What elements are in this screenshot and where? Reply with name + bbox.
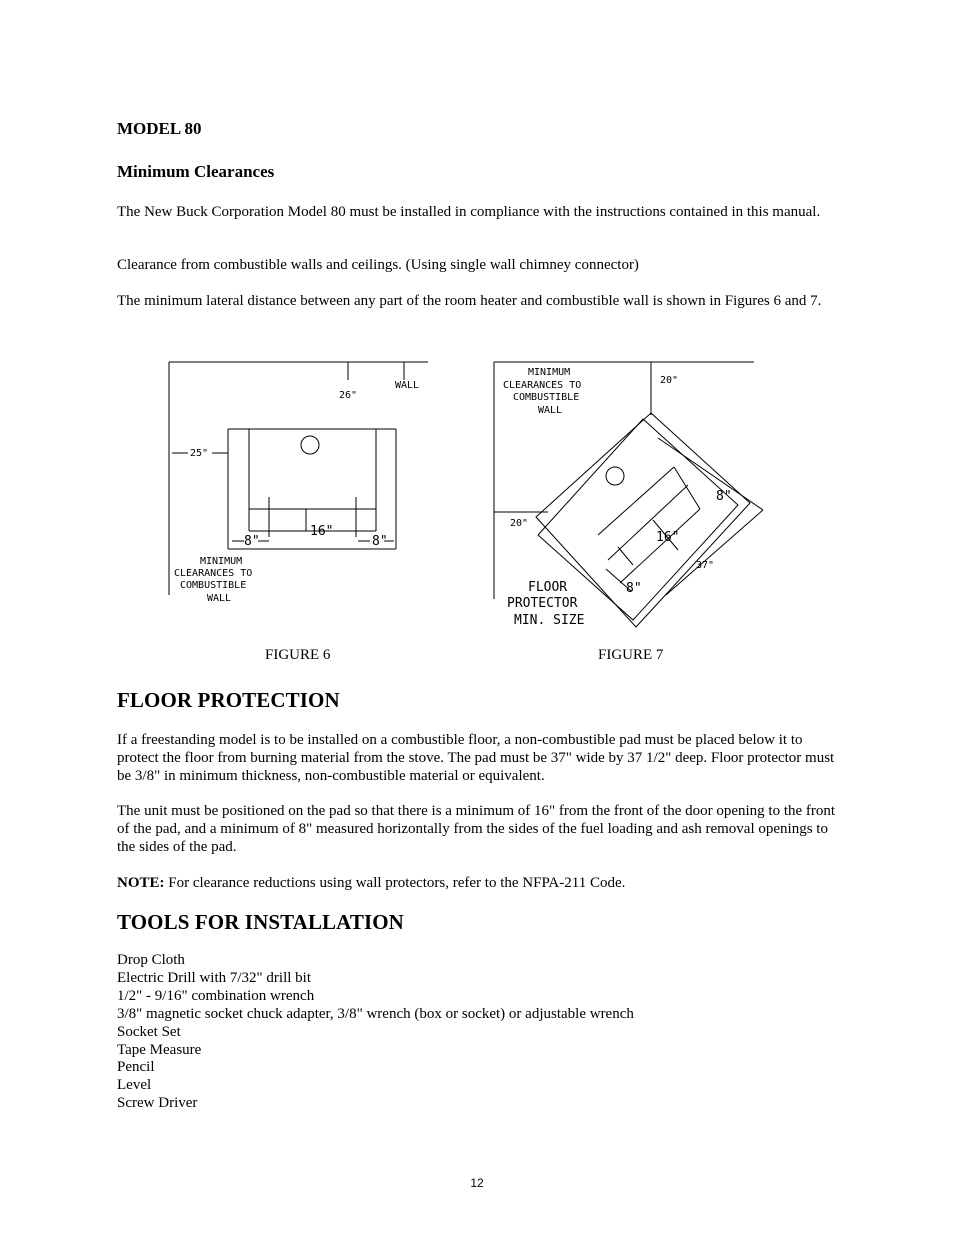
fig6-front-right-dimension: 8"	[372, 534, 388, 549]
fig6-note-line1: MINIMUM	[200, 556, 243, 567]
list-item: Tape Measure	[117, 1041, 202, 1058]
fig7-note-line2: CLEARANCES TO	[503, 380, 582, 391]
floor-protection-paragraph-1: If a freestanding model is to be installed on a combustible floor, a non-combustible pad must be placed below it to protect the floor from burning material from the stove. The pad must be 37" wide by 37 1/2" deep. Floor protector must be 3/8" in minimum thickness, non-combustible material or equivalent.	[117, 732, 835, 784]
fig7-top-dimension: 20"	[660, 375, 679, 386]
fig7-side-bottom-dimension: 8"	[626, 581, 642, 596]
fig7-left-dimension: 20"	[510, 518, 529, 529]
list-item: Level	[117, 1077, 152, 1094]
fig7-front-dimension: 16"	[656, 530, 680, 545]
list-item: Drop Cloth	[117, 952, 185, 968]
note-label: NOTE:	[117, 875, 165, 891]
install-paragraph: The New Buck Corporation Model 80 must be installed in compliance with the instructions contained in this manual.	[117, 204, 821, 220]
list-item: Pencil	[117, 1059, 155, 1076]
fig7-side-top-dimension: 8"	[716, 489, 732, 504]
note-paragraph	[117, 874, 837, 892]
lateral-distance-paragraph: The minimum lateral distance between any part of the room heater and combustible wall is shown in Figures 6 and 7.	[117, 293, 822, 309]
floor-protection-paragraph-2: The unit must be positioned on the pad so that there is a minimum of 16" from the front of the door opening to the front of the pad, and a minimum of 8" measured horizontally from the sides of the fuel loading and ash removal openings to the sides of the pad.	[117, 803, 836, 855]
list-item: Screw Driver	[117, 1095, 198, 1112]
tools-heading: TOOLS FOR INSTALLATION	[117, 910, 404, 934]
figure-6-diagram	[160, 355, 435, 610]
fig7-width-dimension: 37"	[696, 560, 715, 571]
fig7-note-line1: MINIMUM	[528, 367, 571, 378]
figure-6-caption: FIGURE 6	[265, 647, 331, 663]
fig7-floor-line1: FLOOR	[528, 580, 568, 595]
fig6-note-line3: COMBUSTIBLE	[180, 580, 247, 591]
note-text: For clearance reductions using wall protectors, refer to the NFPA-211 Code.	[164, 875, 626, 891]
list-item: Electric Drill with 7/32" drill bit	[117, 969, 312, 986]
page-number: 12	[470, 1176, 484, 1190]
model-heading: MODEL 80	[117, 119, 202, 138]
fig6-top-dimension: 26"	[339, 390, 358, 401]
fig6-note-line4: WALL	[207, 593, 232, 604]
fig7-floor-line2: PROTECTOR	[507, 596, 578, 611]
list-item: 1/2" - 9/16" combination wrench	[117, 987, 315, 1004]
fig6-note-line2: CLEARANCES TO	[174, 568, 253, 579]
fig7-floor-line3: MIN. SIZE	[514, 613, 585, 628]
clearance-paragraph: Clearance from combustible walls and ceilings. (Using single wall chimney connector)	[117, 257, 639, 273]
list-item: 3/8" magnetic socket chuck adapter, 3/8" wrench (box or socket) or adjustable wrench	[117, 1005, 634, 1022]
fig6-left-dimension: 25"	[190, 448, 209, 459]
figure-7-diagram	[488, 355, 773, 635]
floor-protection-heading: FLOOR PROTECTION	[117, 688, 340, 712]
fig7-note-line3: COMBUSTIBLE	[513, 392, 580, 403]
fig6-wall-label: WALL	[395, 380, 420, 391]
minimum-clearances-heading: Minimum Clearances	[117, 162, 275, 181]
figure-7-caption: FIGURE 7	[598, 647, 664, 663]
list-item: Socket Set	[117, 1023, 181, 1040]
fig6-front-left-dimension: 8"	[244, 534, 260, 549]
fig7-note-line4: WALL	[538, 405, 563, 416]
tools-list	[117, 952, 634, 1113]
fig6-front-center-dimension: 16"	[310, 524, 334, 539]
